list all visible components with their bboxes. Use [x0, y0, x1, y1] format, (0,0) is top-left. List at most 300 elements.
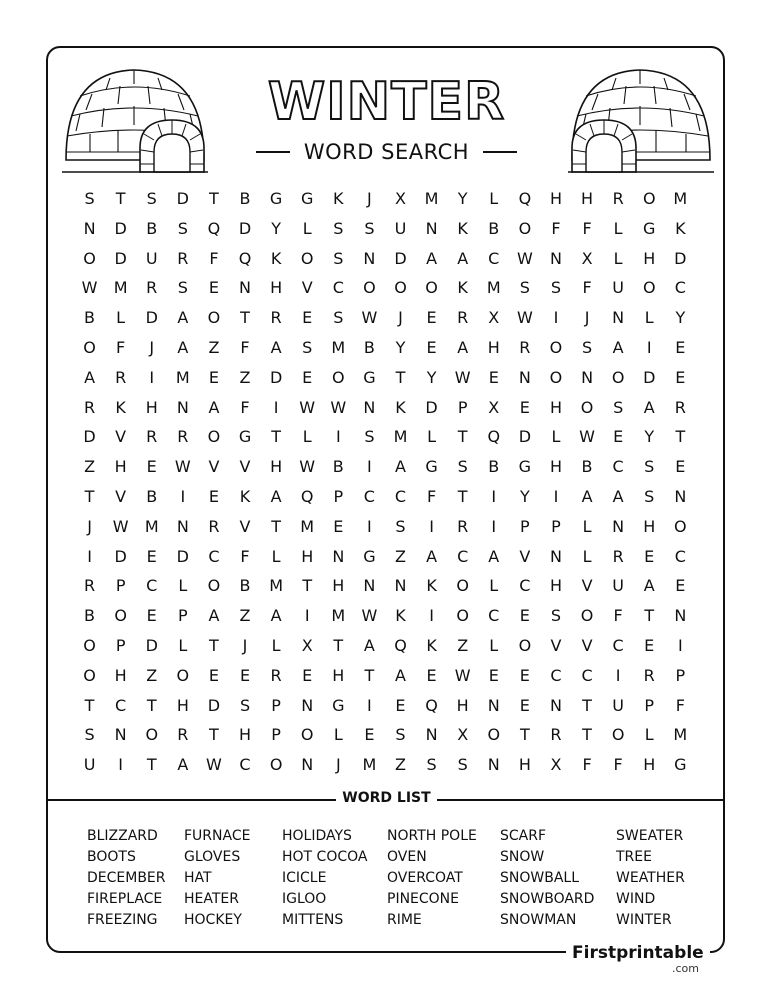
grid-cell: S [239, 695, 251, 715]
grid-row [74, 601, 696, 631]
grid-cell: S [395, 725, 406, 745]
grid-cell: L [271, 546, 281, 566]
grid-cell: W [454, 665, 471, 685]
grid-cell: O [611, 367, 625, 387]
grid-cell: L [582, 546, 592, 566]
grid-cell: M [269, 576, 284, 596]
grid-cell: S [644, 486, 655, 506]
grid-cell: P [520, 516, 530, 536]
letter-grid [74, 184, 696, 780]
grid-cell: Q [238, 248, 252, 268]
grid-cell: L [178, 635, 188, 655]
grid-cell: A [270, 486, 282, 506]
grid-cell: B [488, 457, 500, 477]
grid-cell: A [643, 576, 655, 596]
grid-cell: V [550, 635, 562, 655]
grid-cell: T [146, 755, 157, 775]
grid-cell: S [613, 397, 624, 417]
grid-cell: E [146, 457, 157, 477]
word-list-item: MITTENS [282, 912, 344, 928]
grid-cell: W [516, 308, 533, 328]
grid-cell: M [424, 189, 439, 208]
grid-cell: H [332, 665, 345, 685]
grid-cell: T [457, 427, 468, 447]
grid-cell: H [332, 576, 345, 596]
grid-cell: D [425, 397, 438, 417]
grid-cell: T [519, 725, 530, 745]
grid-cell: E [675, 457, 686, 477]
grid-cell: E [519, 397, 530, 417]
grid-cell: R [177, 725, 189, 745]
word-list-item: HOCKEY [184, 912, 242, 928]
grid-cell: N [581, 367, 594, 387]
grid-cell: T [582, 725, 592, 745]
word-list-item: SNOW [500, 849, 545, 865]
grid-cell: B [239, 576, 251, 596]
grid-row [74, 393, 696, 423]
grid-cell: H [456, 695, 469, 715]
grid-cell: O [580, 397, 594, 417]
grid-cell: E [519, 695, 530, 715]
grid-cell: A [208, 397, 220, 417]
grid-cell: T [395, 367, 406, 387]
grid-cell: G [643, 218, 656, 238]
grid-cell: R [457, 516, 469, 536]
grid-cell: H [487, 337, 500, 357]
grid-cell: H [643, 248, 656, 268]
grid-cell: D [114, 248, 127, 268]
grid-cell: C [519, 576, 531, 596]
grid-cell: A [457, 248, 469, 268]
grid-cell: I [304, 606, 310, 626]
grid-cell: T [115, 189, 126, 208]
grid-cell: Q [425, 695, 438, 715]
grid-cell: L [333, 725, 343, 745]
grid-cell: O [207, 308, 221, 328]
grid-cell: F [582, 278, 592, 298]
word-list-item: TREE [616, 849, 652, 865]
grid-cell: A [457, 337, 469, 357]
grid-cell: R [146, 278, 158, 298]
grid-cell: J [242, 635, 248, 655]
grid-cell: Z [146, 665, 158, 685]
grid-cell: K [457, 218, 468, 238]
grid-cell: R [550, 725, 562, 745]
grid-cell: W [174, 457, 191, 477]
grid-cell: K [395, 397, 406, 417]
grid-cell: O [456, 576, 469, 596]
grid-cell: R [612, 546, 624, 566]
grid-cell: E [146, 606, 157, 626]
grid-cell: R [208, 516, 220, 536]
grid-cell: E [302, 665, 313, 685]
grid-cell: G [425, 457, 438, 477]
grid-cell: X [550, 755, 562, 775]
word-list-item: IGLOO [282, 891, 327, 907]
grid-cell: D [145, 308, 158, 328]
grid-cell: I [273, 397, 279, 417]
grid-cell: W [361, 308, 378, 328]
grid-cell: U [612, 278, 624, 298]
grid-cell: D [114, 218, 127, 238]
grid-row [74, 303, 696, 333]
grid-cell: M [300, 516, 315, 536]
grid-cell: F [240, 397, 250, 417]
grid-cell: B [239, 189, 251, 208]
grid-cell: Q [487, 427, 501, 447]
grid-cell: F [613, 755, 623, 775]
grid-cell: I [367, 457, 372, 477]
grid-row [74, 333, 696, 363]
grid-row [74, 244, 696, 274]
grid-cell: N [549, 695, 562, 715]
grid-cell: U [612, 576, 624, 596]
grid-cell: I [118, 755, 123, 775]
grid-cell: E [364, 725, 375, 745]
grid-cell: S [519, 278, 530, 298]
grid-cell: H [176, 695, 189, 715]
grid-cell: L [489, 635, 499, 655]
grid-cell: K [239, 486, 251, 506]
grid-cell: E [208, 278, 219, 298]
grid-cell: P [271, 695, 281, 715]
grid-row [74, 720, 696, 750]
grid-cell: K [426, 576, 437, 596]
grid-cell: G [269, 189, 283, 208]
grid-cell: J [149, 337, 155, 357]
grid-cell: E [519, 665, 530, 685]
grid-cell: L [644, 725, 654, 745]
grid-cell: Y [675, 308, 686, 328]
page-subtitle: WORD SEARCH [303, 140, 470, 164]
grid-cell: H [643, 516, 656, 536]
word-list-item: SNOWMAN [500, 912, 577, 928]
grid-row [74, 661, 696, 691]
grid-cell: H [239, 725, 252, 745]
grid-cell: O [83, 665, 96, 685]
grid-cell: F [613, 606, 623, 626]
grid-cell: M [486, 278, 501, 298]
grid-cell: O [580, 606, 594, 626]
grid-cell: P [457, 397, 468, 417]
word-list-column [282, 826, 367, 931]
grid-cell: M [113, 278, 128, 298]
word-list-heading-wrap [0, 789, 773, 807]
grid-cell: C [363, 486, 375, 506]
grid-cell: Z [239, 367, 251, 387]
grid-cell: V [581, 576, 593, 596]
grid-cell: P [271, 725, 281, 745]
grid-cell: J [367, 189, 372, 208]
grid-cell: T [271, 516, 281, 536]
grid-cell: N [114, 725, 127, 745]
grid-cell: C [674, 278, 686, 298]
grid-cell: T [333, 635, 344, 655]
grid-cell: H [270, 457, 283, 477]
grid-cell: I [335, 427, 341, 447]
grid-cell: L [302, 427, 312, 447]
grid-cell: K [115, 397, 126, 417]
grid-cell: N [176, 516, 189, 536]
grid-cell: G [518, 457, 532, 477]
grid-cell: M [673, 725, 688, 745]
grid-cell: P [115, 635, 126, 655]
grid-cell: A [395, 665, 406, 685]
grid-cell: A [270, 337, 282, 357]
grid-cell: I [677, 635, 683, 655]
grid-cell: E [644, 635, 655, 655]
grid-cell: D [145, 635, 158, 655]
word-list-item: SNOWBALL [500, 870, 580, 886]
grid-cell: T [209, 725, 219, 745]
grid-cell: G [363, 367, 376, 387]
grid-cell: O [518, 218, 532, 238]
grid-cell: L [644, 308, 654, 328]
grid-cell: S [177, 218, 188, 238]
grid-cell: S [550, 606, 562, 626]
grid-cell: R [519, 337, 531, 357]
grid-cell: N [674, 486, 687, 506]
word-list-item: HAT [184, 870, 212, 886]
grid-row [74, 571, 696, 601]
word-list-item: SCARF [500, 828, 547, 844]
grid-cell: Y [457, 189, 468, 208]
word-list-item: SNOWBOARD [500, 891, 595, 907]
grid-row [74, 482, 696, 512]
grid-cell: T [84, 695, 95, 715]
grid-cell: E [675, 576, 686, 596]
grid-cell: O [332, 367, 345, 387]
word-list-item: WINTER [616, 912, 672, 928]
grid-cell: S [457, 755, 468, 775]
grid-cell: S [146, 189, 157, 208]
grid-cell: O [674, 516, 687, 536]
grid-cell: S [364, 218, 375, 238]
grid-cell: O [549, 337, 563, 357]
grid-cell: N [518, 367, 531, 387]
word-list-item: FIREPLACE [87, 891, 163, 907]
grid-cell: O [176, 665, 190, 685]
grid-cell: L [613, 248, 623, 268]
grid-cell: F [209, 248, 219, 268]
grid-cell: I [646, 337, 652, 357]
grid-cell: Z [208, 337, 220, 357]
subtitle-rule-right [483, 151, 517, 153]
grid-cell: E [426, 665, 437, 685]
grid-cell: N [425, 725, 438, 745]
grid-cell: H [643, 755, 656, 775]
grid-cell: E [426, 308, 437, 328]
grid-cell: N [301, 755, 314, 775]
grid-cell: T [84, 486, 95, 506]
word-list-column [387, 826, 477, 931]
grid-cell: N [394, 576, 407, 596]
grid-cell: I [180, 486, 186, 506]
grid-cell: A [612, 337, 624, 357]
grid-cell: A [426, 546, 438, 566]
grid-cell: F [240, 337, 250, 357]
word-list-item: GLOVES [184, 849, 241, 865]
grid-cell: E [488, 665, 499, 685]
grid-cell: X [488, 308, 500, 328]
grid-cell: R [115, 367, 127, 387]
grid-cell: M [393, 427, 408, 447]
grid-cell: W [112, 516, 129, 536]
grid-cell: N [487, 755, 500, 775]
grid-cell: R [270, 308, 282, 328]
grid-cell: D [176, 189, 189, 208]
grid-cell: Z [395, 755, 406, 775]
grid-cell: I [491, 516, 497, 536]
grid-cell: A [643, 397, 655, 417]
grid-cell: A [612, 486, 624, 506]
grid-cell: X [488, 397, 500, 417]
word-list-item: SWEATER [616, 828, 684, 844]
grid-cell: T [271, 427, 281, 447]
grid-cell: O [456, 606, 469, 626]
grid-cell: S [395, 516, 406, 536]
grid-cell: I [149, 367, 155, 387]
grid-row [74, 184, 696, 214]
grid-cell: T [146, 695, 157, 715]
grid-cell: I [491, 486, 497, 506]
grid-cell: C [332, 278, 344, 298]
grid-cell: N [487, 695, 500, 715]
word-list-item: NORTH POLE [387, 828, 477, 844]
grid-cell: E [302, 308, 313, 328]
grid-cell: C [674, 546, 686, 566]
grid-cell: B [84, 308, 96, 328]
grid-cell: Y [395, 337, 406, 357]
grid-cell: N [425, 218, 438, 238]
grid-row [74, 542, 696, 572]
word-list-item: HOLIDAYS [282, 828, 352, 844]
grid-cell: F [240, 546, 250, 566]
grid-cell: S [581, 337, 593, 357]
grid-cell: L [302, 218, 312, 238]
grid-cell: H [549, 457, 562, 477]
grid-cell: E [675, 367, 686, 387]
grid-cell: T [457, 486, 468, 506]
grid-cell: E [426, 337, 437, 357]
word-list-item: BLIZZARD [87, 828, 158, 844]
grid-cell: R [146, 427, 158, 447]
grid-cell: N [363, 248, 376, 268]
word-list-column [616, 826, 685, 931]
grid-cell: V [581, 635, 593, 655]
grid-cell: D [114, 546, 127, 566]
grid-row [74, 363, 696, 393]
grid-cell: O [642, 278, 656, 298]
word-list-item: HEATER [184, 891, 239, 907]
grid-cell: S [550, 278, 562, 298]
grid-cell: R [457, 308, 469, 328]
grid-cell: S [457, 457, 468, 477]
grid-cell: N [301, 695, 314, 715]
word-list-item: WEATHER [616, 870, 685, 886]
grid-cell: E [208, 665, 219, 685]
grid-cell: N [612, 516, 625, 536]
grid-cell: S [84, 725, 95, 745]
grid-cell: K [426, 635, 437, 655]
grid-cell: T [209, 189, 219, 208]
word-list-heading: WORD LIST [336, 790, 436, 806]
brand-suffix: .com [672, 962, 699, 975]
grid-cell: R [83, 397, 96, 417]
grid-cell: O [549, 367, 563, 387]
grid-cell: L [613, 218, 623, 238]
brand-logo: Firstprintable [566, 942, 710, 964]
grid-cell: L [489, 189, 499, 208]
grid-cell: O [642, 189, 656, 208]
grid-cell: M [175, 367, 190, 387]
grid-cell: P [675, 665, 686, 685]
grid-cell: V [115, 486, 127, 506]
grid-row [74, 214, 696, 244]
grid-cell: P [333, 486, 344, 506]
grid-cell: W [81, 278, 98, 298]
grid-cell: I [367, 695, 372, 715]
word-list-column [87, 826, 166, 931]
word-list-column [500, 826, 594, 931]
grid-cell: S [333, 218, 344, 238]
grid-cell: Z [239, 606, 251, 626]
grid-cell: A [177, 755, 189, 775]
grid-cell: O [487, 725, 501, 745]
grid-cell: Y [519, 486, 530, 506]
grid-cell: A [208, 606, 220, 626]
grid-cell: Q [207, 218, 221, 238]
grid-cell: D [207, 695, 221, 715]
grid-cell: C [488, 606, 500, 626]
grid-cell: V [239, 457, 251, 477]
grid-cell: F [116, 337, 126, 357]
grid-row [74, 452, 696, 482]
grid-cell: A [177, 308, 189, 328]
grid-cell: H [114, 457, 127, 477]
word-list-item: WIND [616, 891, 656, 907]
grid-cell: L [178, 576, 188, 596]
grid-cell: K [675, 218, 686, 238]
grid-cell: N [176, 397, 189, 417]
grid-cell: Y [644, 427, 655, 447]
grid-cell: U [394, 218, 407, 238]
grid-cell: W [454, 367, 471, 387]
grid-row [74, 631, 696, 661]
grid-cell: S [177, 278, 188, 298]
grid-cell: R [83, 576, 96, 596]
grid-cell: T [302, 576, 313, 596]
grid-cell: E [208, 486, 219, 506]
grid-row [74, 512, 696, 542]
grid-cell: M [331, 606, 346, 626]
grid-cell: I [615, 665, 621, 685]
grid-cell: J [87, 516, 92, 536]
grid-cell: D [83, 427, 96, 447]
grid-cell: A [84, 367, 96, 387]
grid-cell: X [581, 248, 593, 268]
grid-cell: C [612, 635, 624, 655]
grid-cell: O [207, 427, 221, 447]
grid-cell: A [581, 486, 593, 506]
grid-cell: E [613, 427, 624, 447]
grid-cell: B [363, 337, 375, 357]
grid-cell: D [238, 218, 252, 238]
grid-cell: H [518, 755, 531, 775]
grid-cell: D [674, 248, 687, 268]
grid-cell: H [114, 665, 127, 685]
grid-cell: I [87, 546, 92, 566]
